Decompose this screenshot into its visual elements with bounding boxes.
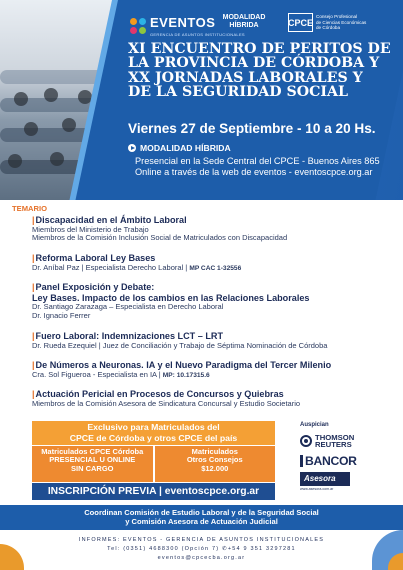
- price-otros: Matriculados Otros Consejos $12.000: [155, 446, 276, 482]
- play-circle-icon: [128, 144, 136, 152]
- asesora-logo: Asesora: [300, 472, 350, 486]
- topic-item: |Discapacidad en el Ámbito Laboral Miembros del Ministerio de Trabajo Miembros de la Comisión Inclusión Social de Matriculados con Discapacidad: [32, 215, 288, 243]
- eventos-logo-icon: [130, 18, 146, 34]
- event-title: XI ENCUENTRO DE PERITOS DE LA PROVINCIA DE CÓRDOBA Y XX JORNADAS LABORALES Y DE LA SEGURIDAD SOCIAL: [128, 41, 391, 101]
- price-cordoba: Matriculados CPCE Córdoba PRESENCIAL U ONLINE SIN CARGO: [32, 446, 153, 482]
- phone-line: Tel: (0351) 4688300 (Opción 7) ✆+54 9 351 3297281: [107, 546, 296, 553]
- eventos-subtitle: GERENCIA DE ASUNTOS INSTITUCIONALES: [150, 32, 245, 37]
- email-line[interactable]: eventos@cpcecba.org.ar: [157, 555, 246, 562]
- cpce-name: Consejo Profesional de Ciencias Económicas de Córdoba: [316, 14, 367, 31]
- event-date: Viernes 27 de Septiembre - 10 a 20 Hs.: [128, 121, 376, 136]
- thomson-reuters-logo: THOMSON REUTERS: [300, 434, 400, 449]
- hero-banner: [0, 0, 403, 200]
- thomson-reuters-icon: [300, 435, 312, 447]
- modalidad-hibrida: MODALIDAD HÍBRIDA: [128, 143, 231, 153]
- event-location: Presencial en la Sede Central del CPCE - Buenos Aires 865 Online a través de la web de eventos - eventoscpce.org.ar: [135, 156, 380, 177]
- topic-item: |Fuero Laboral: Indemnizaciones LCT – LRT Dr. Rueda Ezequiel | Juez de Conciliación y Trabajo de Séptima Nominación de Córdoba: [32, 331, 328, 350]
- registration-link[interactable]: INSCRIPCIÓN PREVIA | eventoscpce.org.ar: [32, 483, 275, 500]
- bancor-logo: BANCOR: [300, 455, 400, 467]
- pricing-block: [32, 421, 275, 500]
- pricing-header: Exclusivo para Matriculados del CPCE de Córdoba y otros CPCE del país: [32, 421, 275, 445]
- temario-label: TEMARIO: [12, 204, 48, 213]
- cpce-mark: CPCE: [288, 13, 313, 32]
- asesora-url: www.asesora.com.ar: [300, 486, 334, 491]
- modalidad-badge: MODALIDAD HÍBRIDA: [222, 14, 266, 29]
- cpce-logo: [288, 13, 376, 32]
- contact-info: [0, 536, 403, 564]
- sponsors-label: Auspician: [300, 422, 329, 428]
- topic-item: |Panel Exposición y Debate: Ley Bases. Impacto de los cambios en las Relaciones Laborales Dr. Santiago Zarazaga – Especialista en Derecho Laboral Dr. Ignacio Ferrer: [32, 282, 310, 320]
- topic-item: |De Números a Neuronas. IA y el Nuevo Paradigma del Tercer Milenio Cra. Sol Figueroa - Especialista en IA | MP: 10.17315.6: [32, 360, 332, 379]
- sponsors: [300, 422, 400, 491]
- topic-item: |Reforma Laboral Ley Bases Dr. Aníbal Paz | Especialista Derecho Laboral | MP CAC 1-32556: [32, 253, 242, 272]
- eventos-wordmark: EVENTOS: [150, 15, 216, 30]
- coordinators-banner: Coordinan Comisión de Estudio Laboral y de la Seguridad Social y Comisión Asesora de Actuación Judicial: [0, 505, 403, 530]
- info-line: INFORMES: EVENTOS - GERENCIA DE ASUNTOS INSTITUCIONALES: [78, 537, 325, 543]
- topic-item: |Actuación Pericial en Procesos de Concursos y Quiebras Miembros de la Comisión Asesora de Sindicatura Concursal y Estudio Societario: [32, 389, 301, 408]
